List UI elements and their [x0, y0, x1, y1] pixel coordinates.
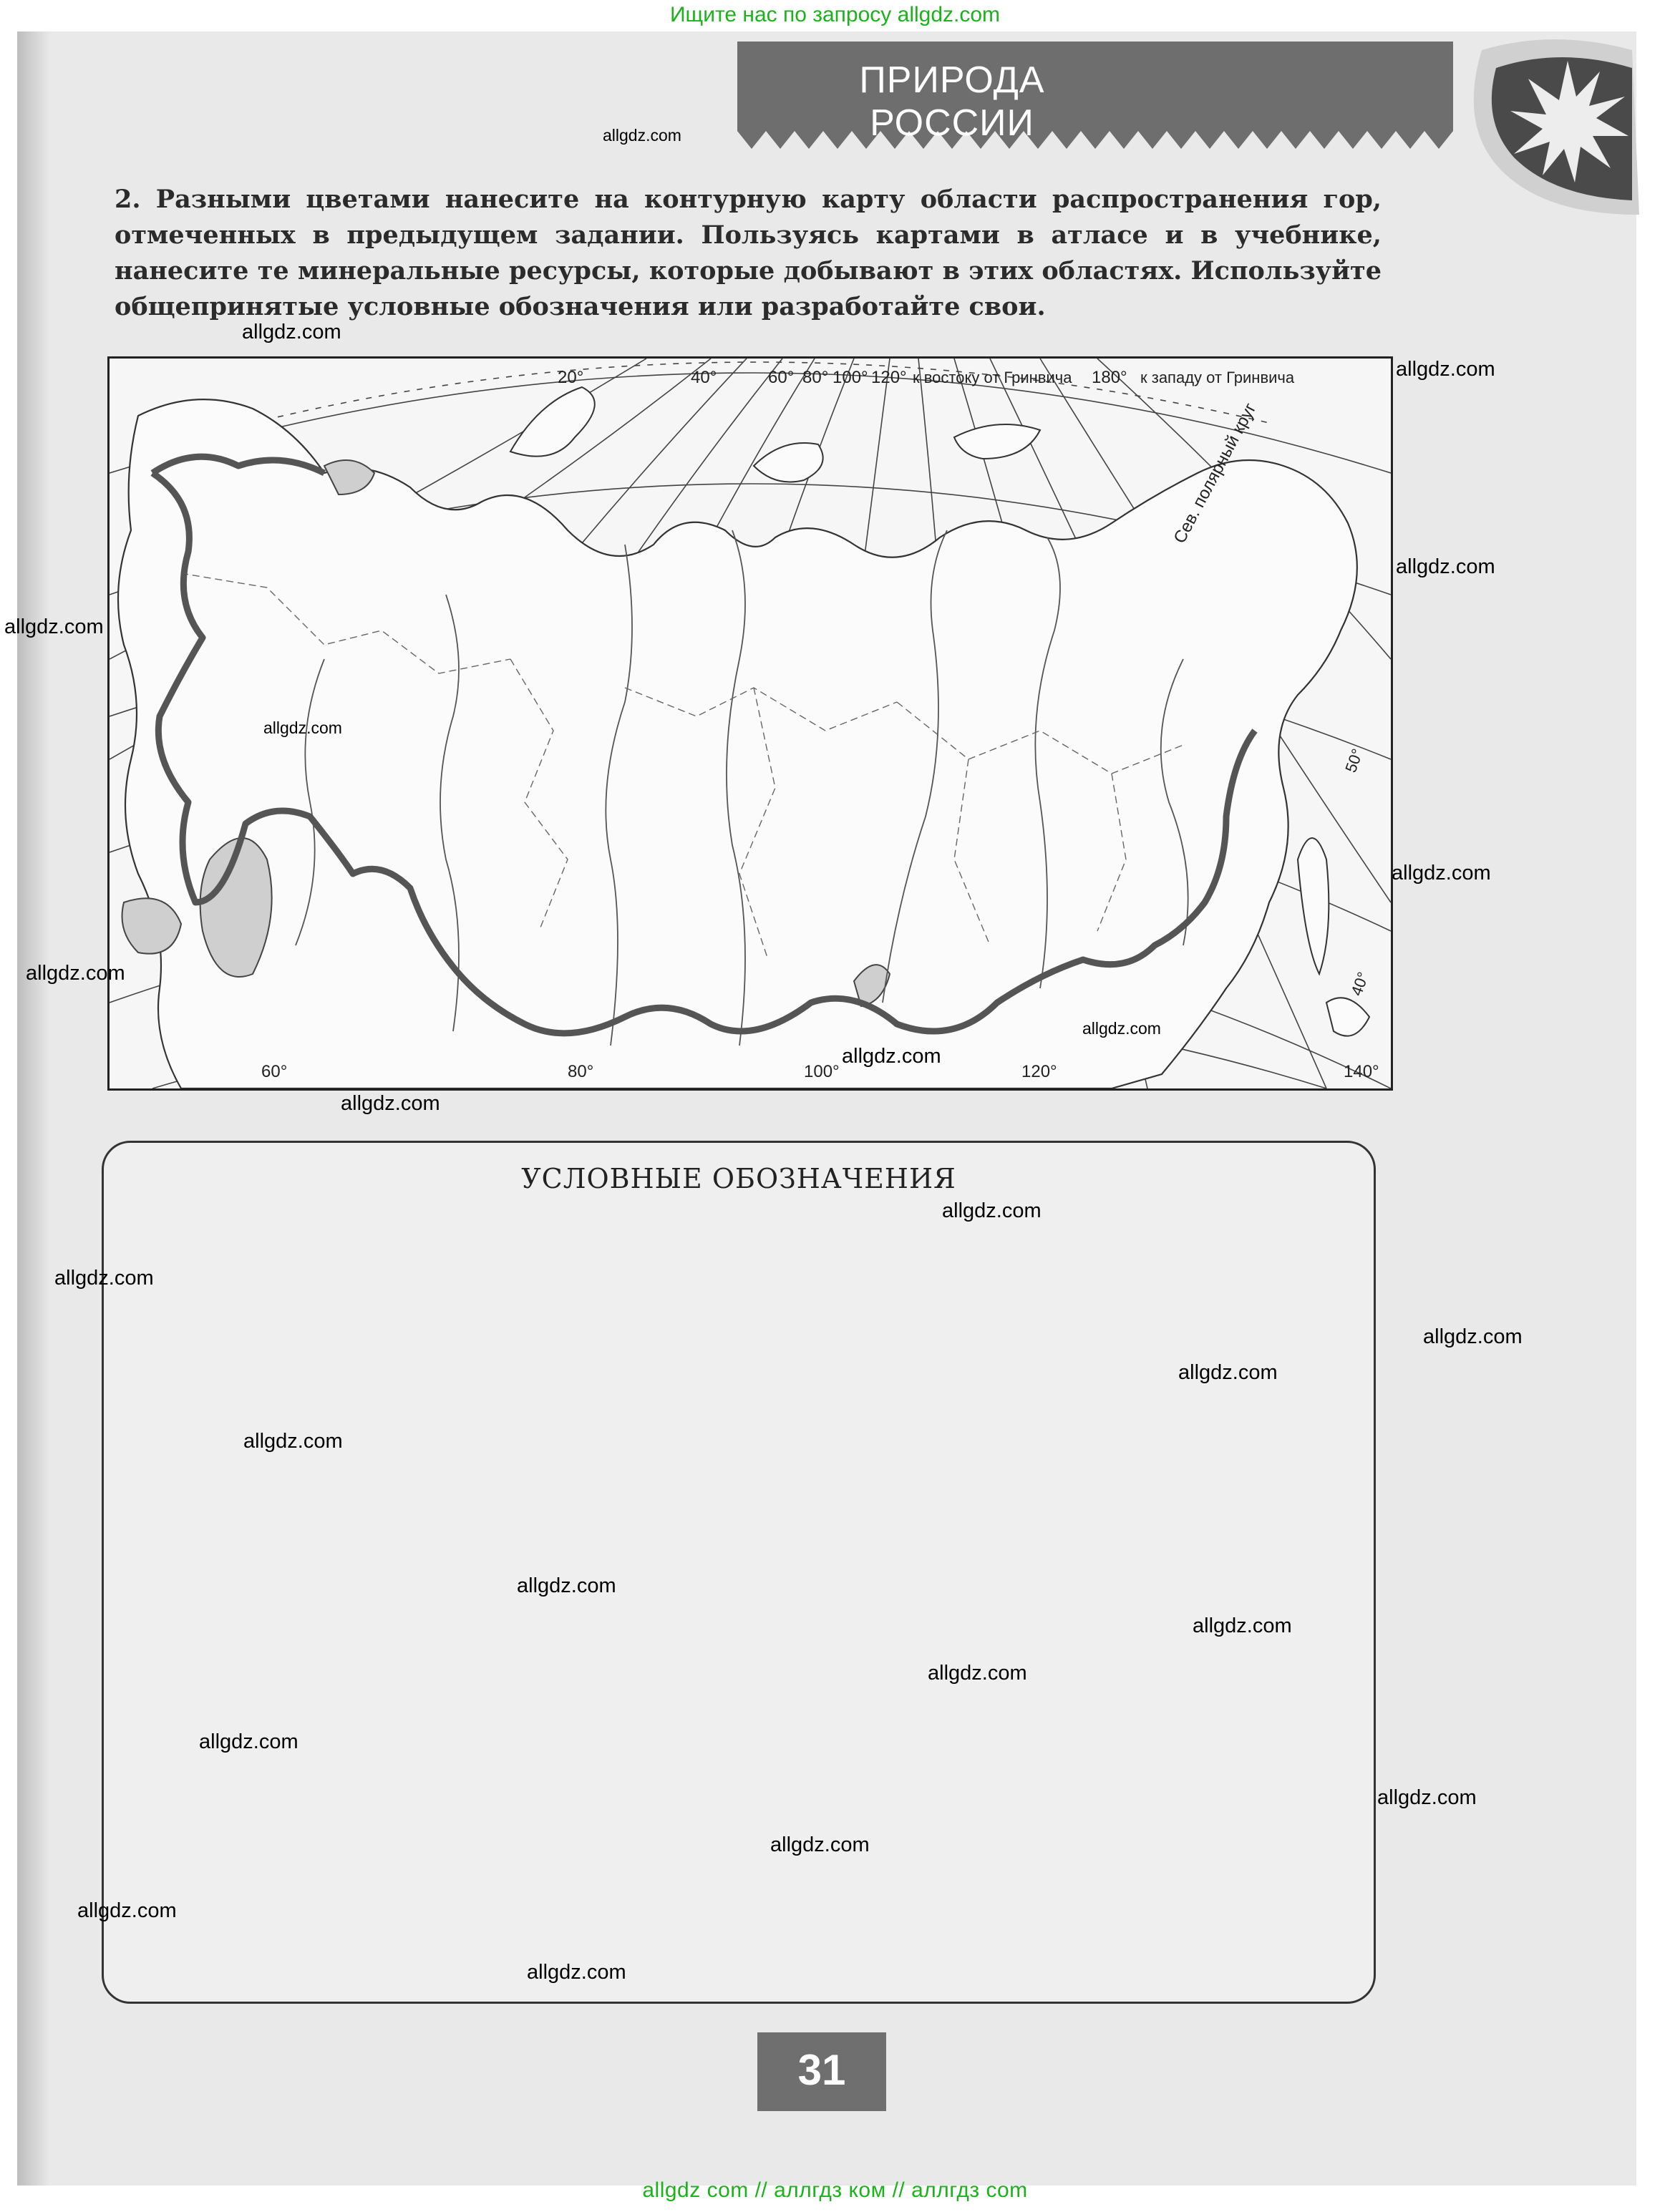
lat-40-label: 40°	[1347, 969, 1373, 998]
watermark: allgdz.com	[842, 1045, 941, 1068]
watermark: allgdz.com	[603, 126, 681, 145]
watermark: allgdz.com	[1392, 862, 1491, 885]
lon-100-bottom-label: 100°	[804, 1062, 840, 1081]
lon-80-bottom-label: 80°	[568, 1062, 594, 1081]
watermark: allgdz.com	[77, 1899, 177, 1922]
coastline	[118, 399, 1357, 1088]
watermark: allgdz.com	[1423, 1325, 1523, 1348]
task-instructions: 2. Разными цветами нанесите на контурную карту области распространения гор, отмеченных в предыдущем задании. Пользуясь картами в атласе и в учебнике, нанесите те минеральные ресурсы, которые добывают в этих областях. Используйте общепринятые условные обозначения или разработайте свои.	[115, 185, 1382, 321]
watermark: allgdz.com	[242, 321, 341, 344]
page-shadow	[17, 31, 50, 2186]
watermark: allgdz.com	[341, 1092, 440, 1115]
legend-title: УСЛОВНЫЕ ОБОЗНАЧЕНИЯ	[521, 1163, 956, 1194]
legend-box	[102, 1141, 1376, 2004]
watermark: allgdz.com	[527, 1961, 626, 1984]
lon-120-label: 120°	[871, 368, 907, 387]
lon-60-label: 60°	[768, 368, 795, 387]
lon-100-label: 100°	[832, 368, 868, 387]
lon-20-label: 20°	[558, 368, 584, 387]
watermark: allgdz.com	[1178, 1361, 1278, 1384]
footer-links[interactable]: allgdz com // аллгдз ком // аллгдз com	[642, 2178, 1028, 2202]
watermark: allgdz.com	[1396, 555, 1495, 578]
lon-180-label: 180°	[1092, 368, 1127, 387]
watermark: allgdz.com	[199, 1730, 298, 1753]
watermark: allgdz.com	[1082, 1019, 1161, 1038]
watermark: allgdz.com	[1396, 358, 1495, 381]
lat-50-label: 50°	[1341, 746, 1367, 775]
arctic-circle-label: Сев. полярный круг	[1170, 399, 1261, 547]
watermark: allgdz.com	[4, 615, 104, 638]
chapter-title: ПРИРОДА РОССИИ	[859, 59, 1045, 144]
page-number-box	[757, 2032, 886, 2111]
watermark: allgdz.com	[517, 1574, 616, 1597]
watermark: allgdz.com	[263, 718, 342, 737]
star-emblem-icon	[1453, 36, 1639, 215]
lon-140-bottom-label: 140°	[1344, 1062, 1379, 1081]
watermark: allgdz.com	[26, 962, 125, 985]
watermark: allgdz.com	[1377, 1786, 1477, 1809]
lon-80-label: 80°	[802, 368, 829, 387]
watermark: allgdz.com	[928, 1662, 1027, 1685]
watermark: allgdz.com	[942, 1199, 1042, 1222]
lon-40-label: 40°	[691, 368, 717, 387]
east-of-greenwich-label: к востоку от Гринвича	[913, 369, 1072, 386]
watermark: allgdz.com	[1193, 1614, 1292, 1637]
lon-120-bottom-label: 120°	[1021, 1062, 1057, 1081]
lon-60-bottom-label: 60°	[261, 1062, 288, 1081]
watermark: allgdz.com	[243, 1430, 343, 1453]
watermark: allgdz.com	[770, 1833, 870, 1856]
search-hint: Ищите нас по запросу allgdz.com	[669, 3, 1001, 26]
west-of-greenwich-label: к западу от Гринвича	[1140, 369, 1295, 386]
page-number: 31	[797, 2046, 846, 2094]
watermark: allgdz.com	[54, 1267, 154, 1290]
